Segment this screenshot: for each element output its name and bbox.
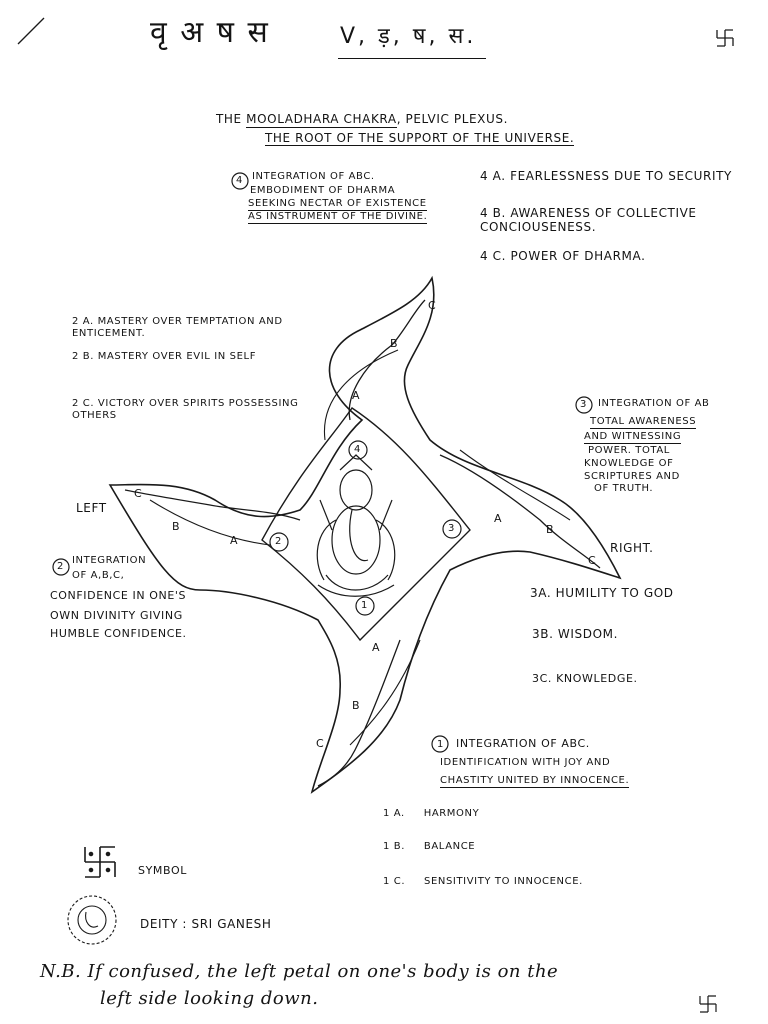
header-underline (338, 58, 486, 59)
section3-line2: TOTAL AWARENESS (590, 416, 697, 427)
section4-line3: SEEKING NECTAR OF EXISTENCE (248, 198, 427, 209)
section2-line5: HUMBLE CONFIDENCE. (50, 627, 187, 640)
title-line2: THE ROOT OF THE SUPPORT OF THE UNIVERSE. (265, 131, 575, 145)
section3-line3: AND WITNESSING (584, 431, 682, 442)
bottom-right-swastika-mark (700, 996, 716, 1012)
top-left-pen-mark (18, 18, 44, 44)
petal-number-4: 4 (354, 444, 361, 455)
petal-number-2: 2 (275, 536, 282, 547)
item-2b: 2 B. MASTERY OVER EVIL IN SELF (72, 351, 257, 362)
section2-marker: 2 (57, 561, 64, 572)
section3-line1: INTEGRATION OF AB (598, 398, 710, 409)
section3-line7: OF TRUTH. (594, 483, 654, 494)
section2-line2: OF A,B,C, (72, 570, 125, 581)
item-1b: 1 B. BALANCE (383, 841, 476, 852)
petal-top-a: A (352, 389, 361, 402)
label-right: RIGHT. (610, 541, 654, 555)
label-left: LEFT (76, 501, 107, 515)
section3-line6: SCRIPTURES AND (584, 471, 680, 482)
item-3c: 3C. KNOWLEDGE. (532, 672, 638, 685)
section2-line4: OWN DIVINITY GIVING (50, 609, 183, 622)
petal-right-b: B (546, 523, 555, 536)
petal-number-3: 3 (448, 523, 455, 534)
section1-line3: CHASTITY UNITED BY INNOCENCE. (440, 775, 630, 786)
petal-bottom-a: A (372, 641, 381, 654)
deity-label: DEITY : SRI GANESH (140, 917, 272, 931)
ganesh-emblem (68, 896, 116, 944)
header-letters: V, ड़, ष, स. (340, 24, 477, 49)
item-2a: 2 A. MASTERY OVER TEMPTATION AND ENTICEMENT. (72, 316, 283, 339)
item-2c: 2 C. VICTORY OVER SPIRITS POSSESSING OTHERS (72, 398, 299, 421)
swastika-symbol (85, 847, 115, 877)
item-3a: 3A. HUMILITY TO GOD (530, 586, 674, 600)
section3-line5: KNOWLEDGE OF (584, 458, 674, 469)
item-4a: 4 A. FEARLESSNESS DUE TO SECURITY (480, 169, 732, 183)
petal-number-1: 1 (361, 600, 368, 611)
ganesh-figure (317, 455, 395, 596)
section3-line4: POWER. TOTAL (588, 445, 670, 456)
section2-line3: CONFIDENCE IN ONE'S (50, 589, 187, 602)
section1-line2: IDENTIFICATION WITH JOY AND (440, 757, 611, 768)
petal-top-c: C (428, 299, 437, 312)
petal-right-a: A (494, 512, 503, 525)
section2-line1: INTEGRATION (72, 555, 147, 566)
top-right-swastika-mark (717, 30, 733, 46)
note-line1: N.B. If confused, the left petal on one's body is on the (40, 961, 559, 982)
petal-right-c: C (588, 554, 597, 567)
petal-bottom-b: B (352, 699, 361, 712)
title-line1: THE MOOLADHARA CHAKRA, PELVIC PLEXUS. (216, 112, 508, 126)
item-1a: 1 A. HARMONY (383, 808, 480, 819)
section4-line4: AS INSTRUMENT OF THE DIVINE. (248, 211, 428, 222)
petal-left-c: C (134, 487, 143, 500)
header-hindi-title: वृ अ ष स (150, 15, 270, 50)
petal-bottom-c: C (316, 737, 325, 750)
section4-line2: EMBODIMENT OF DHARMA (250, 185, 396, 196)
item-1c: 1 C. SENSITIVITY TO INNOCENCE. (383, 876, 583, 887)
petal-left-a: A (230, 534, 239, 547)
item-4b: 4 B. AWARENESS OF COLLECTIVE CONCIOUSENESS. (480, 206, 697, 235)
note-line2: left side looking down. (100, 988, 319, 1009)
petal-top-b: B (390, 337, 399, 350)
section1-marker: 1 (437, 739, 444, 750)
item-3b: 3B. WISDOM. (532, 627, 618, 641)
symbol-label: SYMBOL (138, 864, 187, 877)
petal-left-b: B (172, 520, 181, 533)
section3-marker: 3 (580, 399, 587, 410)
section1-line1: INTEGRATION OF ABC. (456, 737, 590, 750)
section4-marker: 4 (236, 175, 243, 186)
chakra-middle-band (125, 300, 600, 786)
item-4c: 4 C. POWER OF DHARMA. (480, 249, 646, 263)
section4-line1: INTEGRATION OF ABC. (252, 171, 375, 182)
